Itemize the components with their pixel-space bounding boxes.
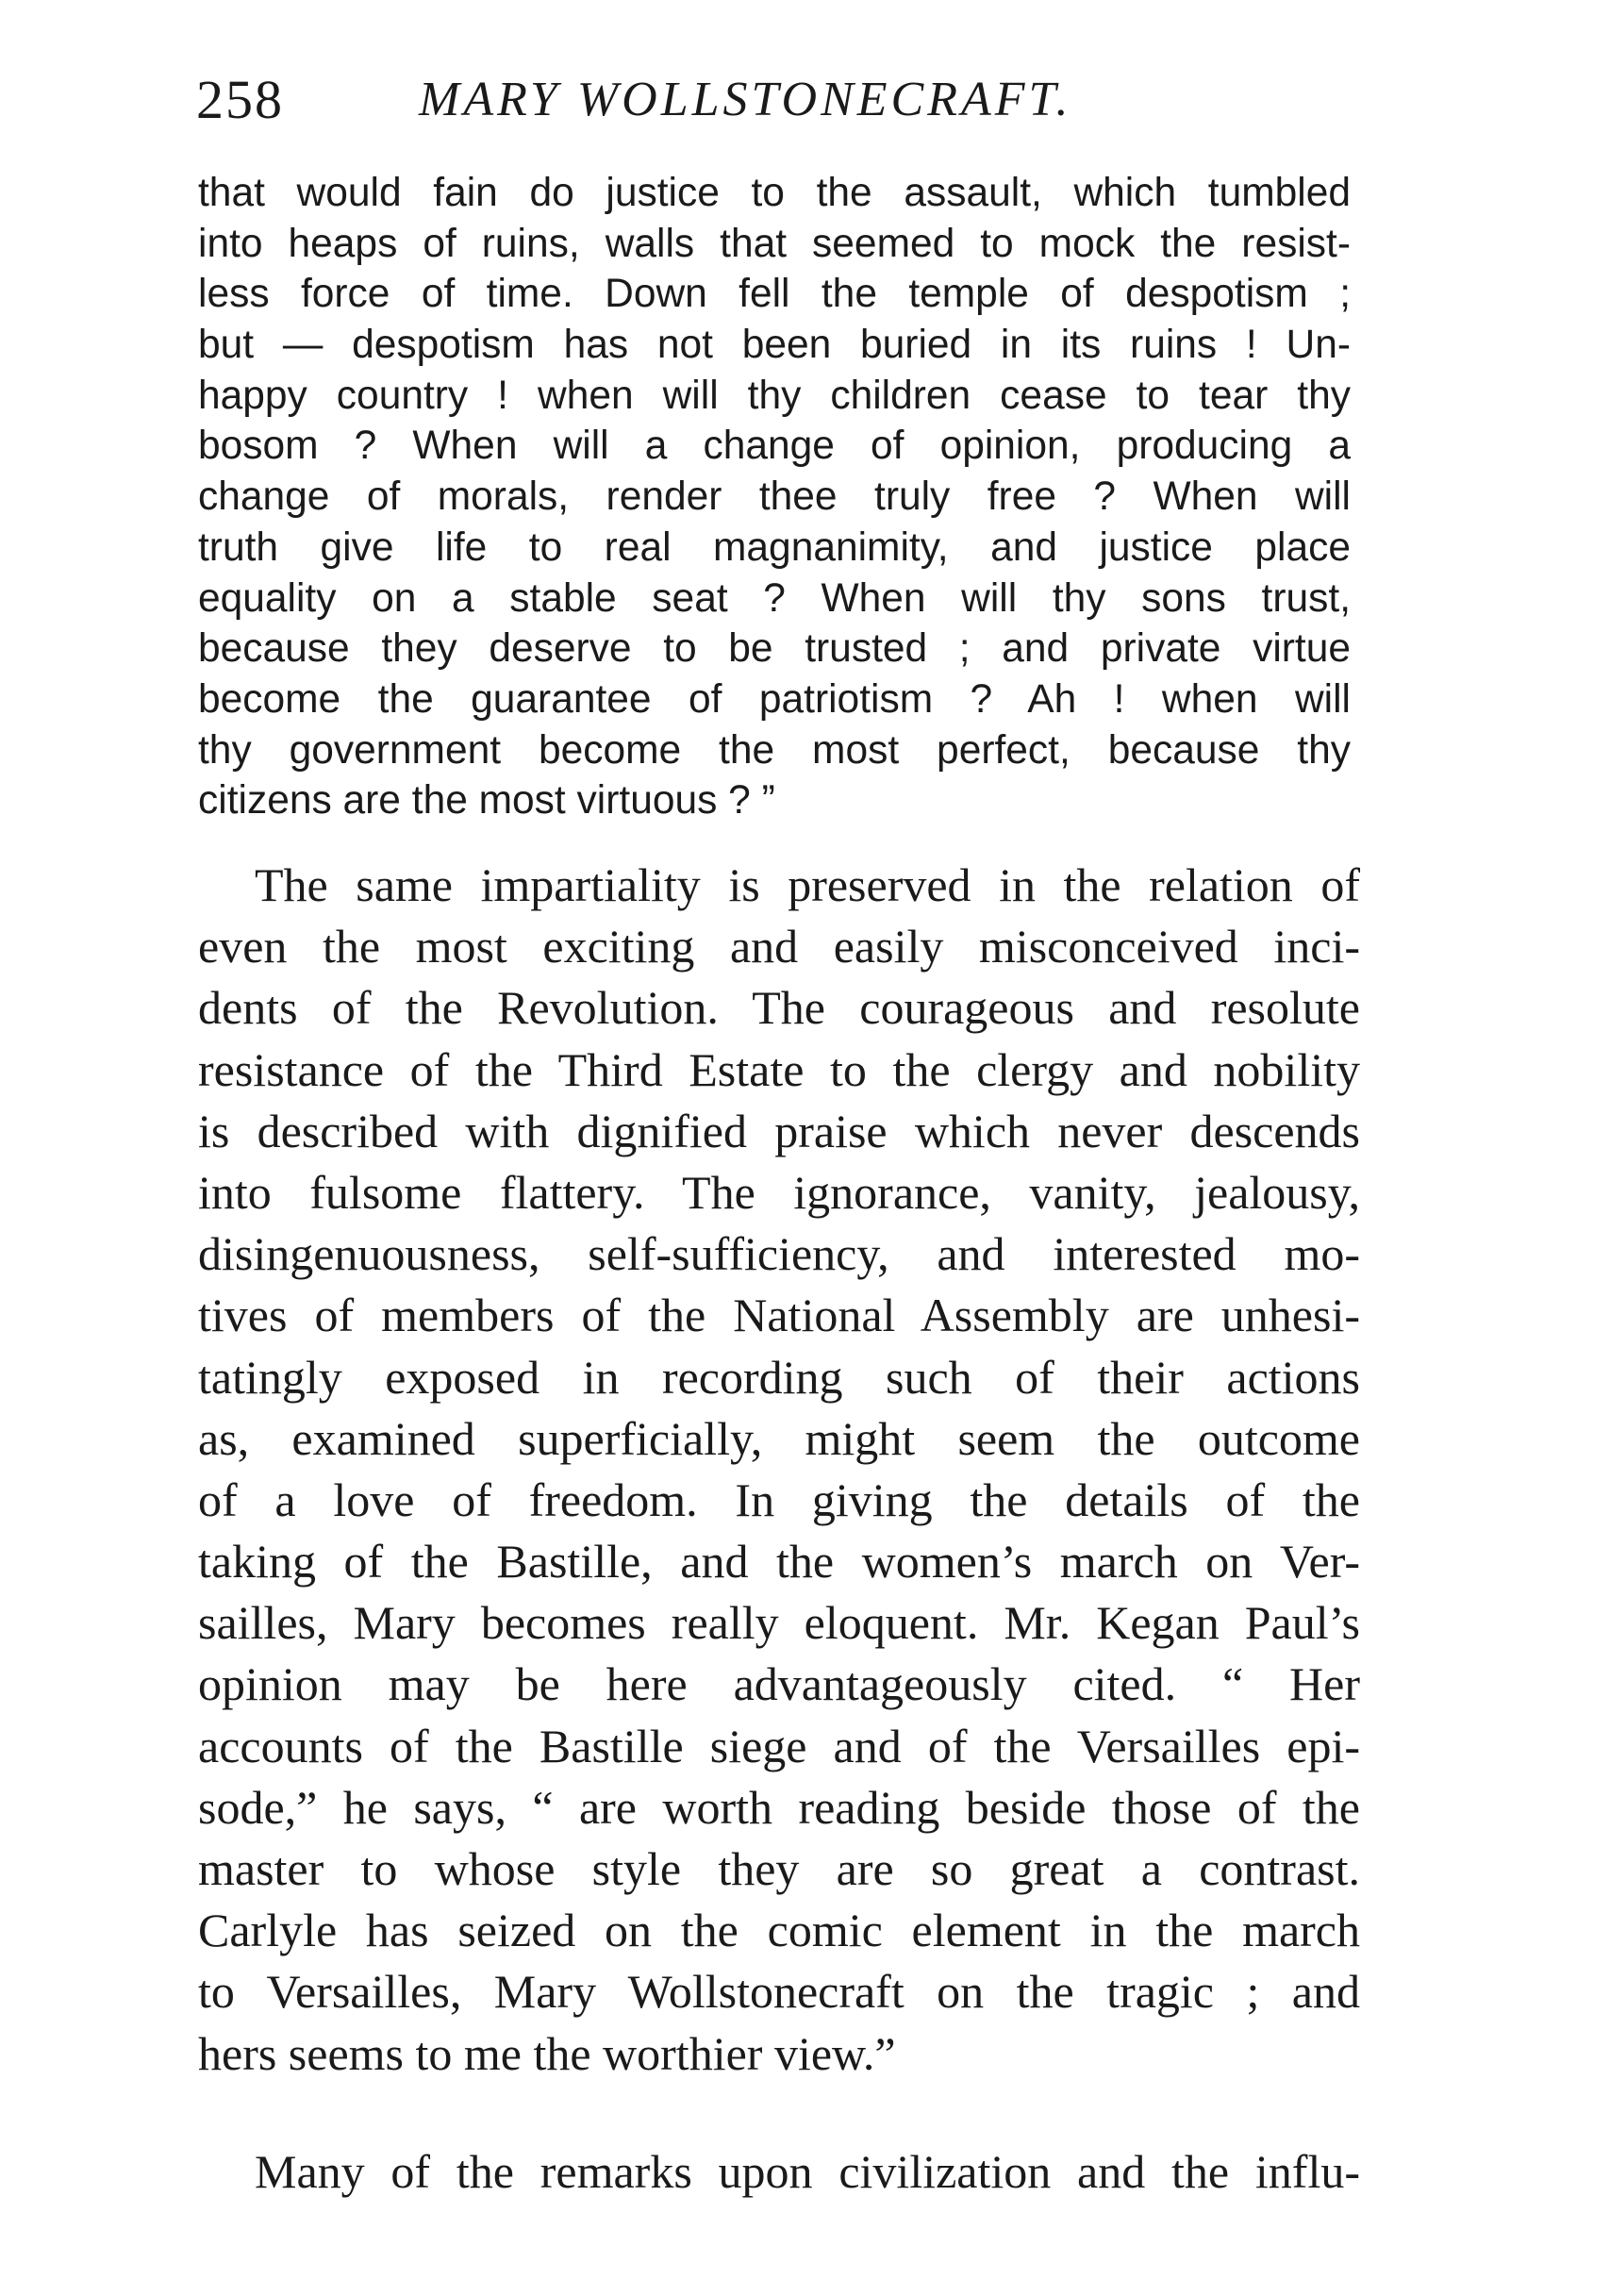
quote-line: equality on a stable seat ? When will thy sons trust, bbox=[198, 575, 1351, 621]
quote-line: into heaps of ruins, walls that seemed to mock the resist- bbox=[198, 221, 1351, 266]
paragraph-line: into fulsome flattery. The ignorance, vanity, jealousy, bbox=[198, 1165, 1360, 1219]
quote-line: bosom ? When will a change of opinion, producing a bbox=[198, 424, 1351, 469]
paragraph-line: tatingly exposed in recording such of their actions bbox=[198, 1350, 1360, 1404]
paragraph-line: tives of members of the National Assembly are unhesi- bbox=[198, 1289, 1360, 1342]
paragraph-line: is described with dignified praise which never descends bbox=[198, 1104, 1360, 1157]
paragraph-line: as, examined superficially, might seem the outcome bbox=[198, 1411, 1360, 1465]
paragraph-line: sailles, Mary becomes really eloquent. Mr. Kegan Paul’s bbox=[198, 1596, 1360, 1650]
paragraph-line: resistance of the Third Estate to the clergy and nobility bbox=[198, 1042, 1360, 1096]
running-title: MARY WOLLSTONECRAFT. bbox=[419, 73, 1072, 126]
paragraph-line: even the most exciting and easily misconceived inci- bbox=[198, 920, 1360, 973]
paragraph-line: taking of the Bastille, and the women’s march on Ver- bbox=[198, 1535, 1360, 1589]
paragraph-line: master to whose style they are so great a contrast. bbox=[198, 1842, 1360, 1895]
quoted-passage bbox=[198, 168, 1351, 826]
paragraph-line: The same impartiality is preserved in the relation of bbox=[255, 858, 1360, 911]
quote-line: change of morals, render thee truly free ? When will bbox=[198, 474, 1351, 520]
paragraph-line: sode,” he says, “ are worth reading beside those of the bbox=[198, 1780, 1360, 1834]
quote-line: happy country ! when will thy children cease to tear thy bbox=[198, 373, 1351, 418]
paragraph-line: to Versailles, Mary Wollstonecraft on the tragic ; and bbox=[198, 1965, 1360, 2019]
page-number: 258 bbox=[196, 69, 284, 130]
page-header bbox=[196, 68, 1366, 143]
paragraph-line: disingenuousness, self-sufficiency, and interested mo- bbox=[198, 1227, 1360, 1281]
body-paragraph bbox=[198, 855, 1360, 2085]
paragraph-line: Carlyle has seized on the comic element in the march bbox=[198, 1904, 1360, 1957]
quote-line: become the guarantee of patriotism ? Ah ! when will bbox=[198, 676, 1351, 722]
quote-line: but — despotism has not been buried in its ruins ! Un- bbox=[198, 323, 1351, 368]
next-paragraph-start: Many of the remarks upon civilization and the influ- bbox=[255, 2145, 1360, 2198]
paragraph-line: hers seems to me the worthier view.” bbox=[198, 2026, 896, 2080]
paragraph-line: opinion may be here advantageously cited. “ Her bbox=[198, 1657, 1360, 1711]
paragraph-line: accounts of the Bastille siege and of the Versailles epi- bbox=[198, 1719, 1360, 1772]
paragraph-line: dents of the Revolution. The courageous and resolute bbox=[198, 981, 1360, 1035]
quote-line: because they deserve to be trusted ; and private virtue bbox=[198, 626, 1351, 672]
quote-line: thy government become the most perfect, because thy bbox=[198, 727, 1351, 773]
quote-line: citizens are the most virtuous ? ” bbox=[198, 778, 775, 824]
quote-line: truth give life to real magnanimity, and justice place bbox=[198, 524, 1351, 570]
paragraph-line: of a love of freedom. In giving the details of the bbox=[198, 1472, 1360, 1526]
quote-line: that would fain do justice to the assault, which tumbled bbox=[198, 171, 1351, 215]
quote-line: less force of time. Down fell the temple of despotism ; bbox=[198, 272, 1351, 317]
